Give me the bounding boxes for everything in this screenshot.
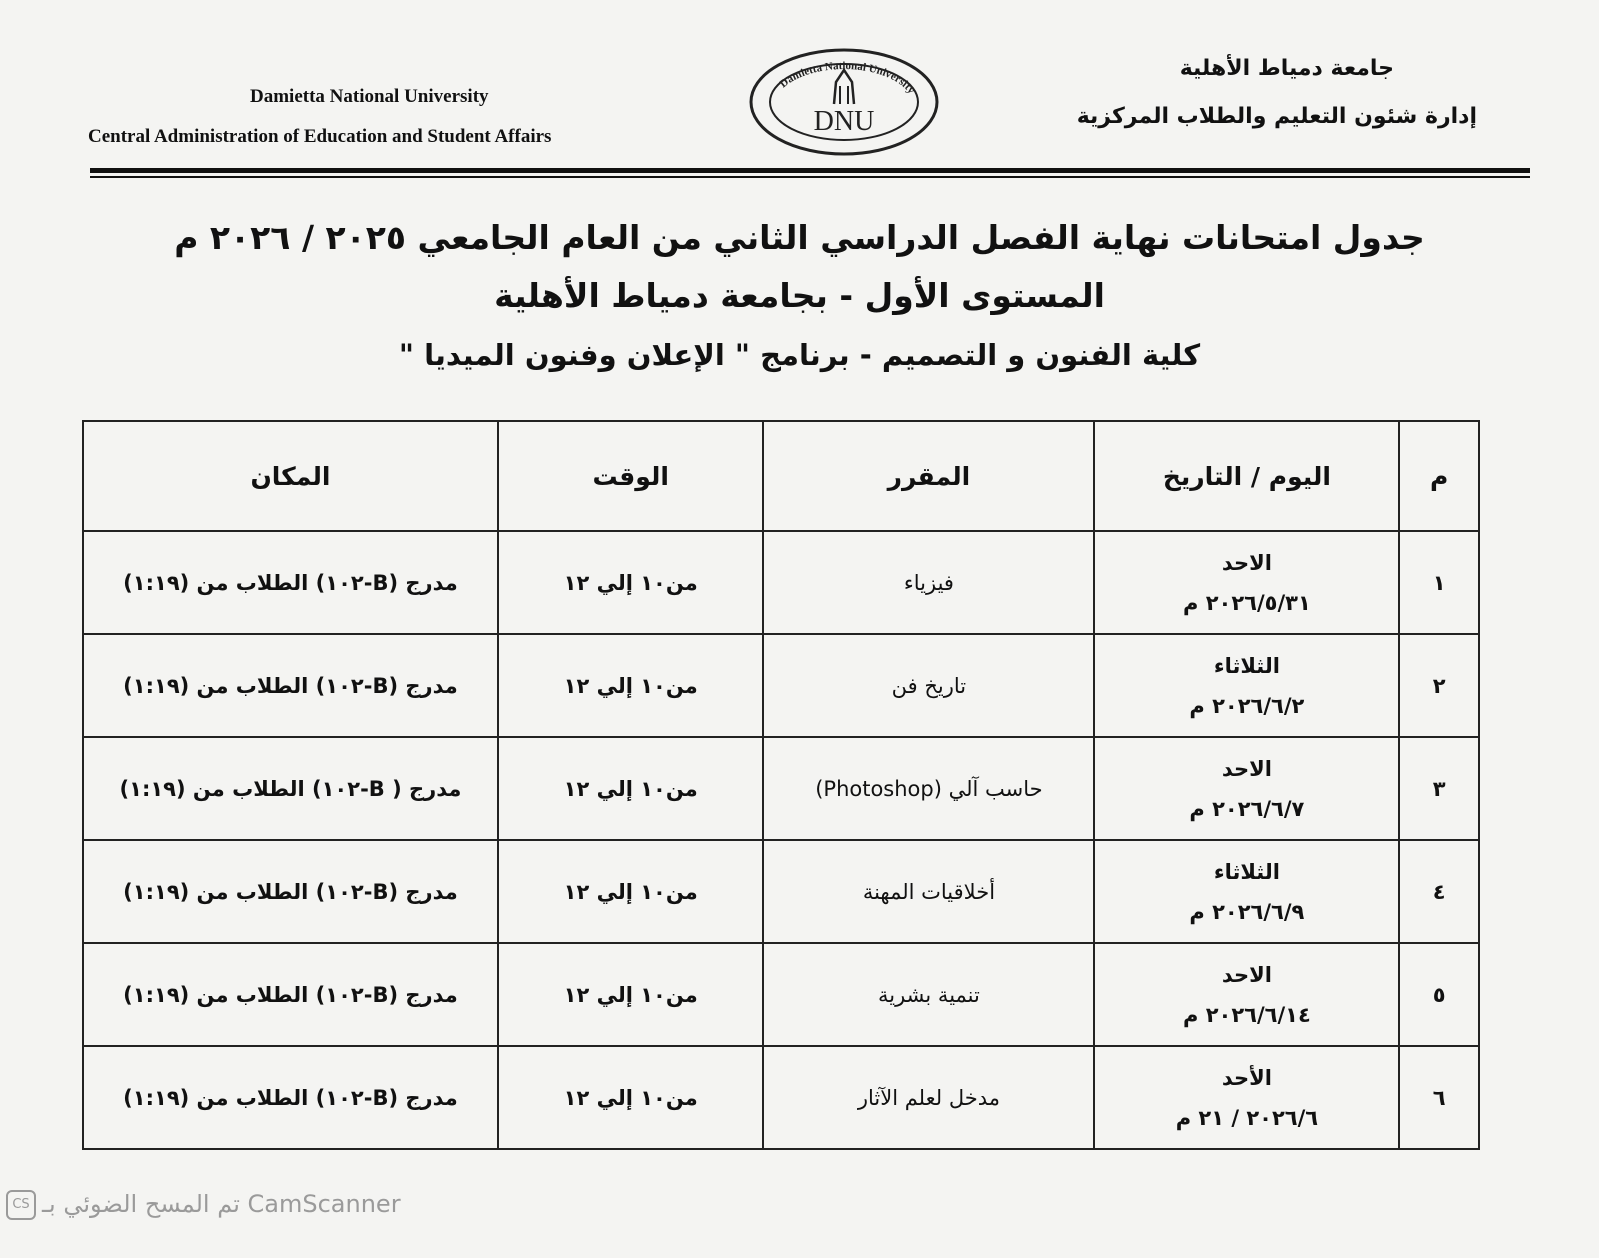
row-course: أخلاقيات المهنة [763,840,1094,943]
header-rule-thin [90,176,1530,178]
row-course: حاسب آلي (Photoshop) [763,737,1094,840]
row-day: الثلاثاء [1213,859,1280,884]
row-course: مدخل لعلم الآثار [763,1046,1094,1149]
university-name-ar: جامعة دمياط الأهلية [1179,56,1394,81]
row-time: من١٠ إلي ١٢ [498,840,764,943]
row-place: مدرج (B-١٠٢) الطلاب من (١:١٩) [83,634,498,737]
table-row [83,737,1479,840]
header-date: اليوم / التاريخ [1094,421,1399,531]
header-time: الوقت [498,421,764,531]
logo-ring-text: Damietta National University [777,60,918,97]
administration-name-en: Central Administration of Education and Student Affairs [88,126,552,147]
university-logo [748,46,940,158]
level-title: المستوى الأول - بجامعة دمياط الأهلية [494,276,1105,315]
row-time: من١٠ إلي ١٢ [498,634,764,737]
row-date: ٢٠٢٦/٦ / ٢١ م [1175,1105,1319,1130]
row-date-cell [1094,531,1399,634]
header-num: م [1399,421,1479,531]
table-row [83,943,1479,1046]
table-row [83,531,1479,634]
row-time: من١٠ إلي ١٢ [498,943,764,1046]
row-course: تنمية بشرية [763,943,1094,1046]
row-place: مدرج (B-١٠٢) الطلاب من (١:١٩) [83,531,498,634]
row-time: من١٠ إلي ١٢ [498,531,764,634]
exam-schedule-table [82,420,1480,1150]
row-date: ٢٠٢٦/٦/٧ م [1189,796,1305,821]
header-rule-thick [90,168,1530,173]
row-number: ٤ [1399,840,1479,943]
row-day: الأحد [1221,1065,1272,1090]
row-date-cell [1094,737,1399,840]
row-date: ٢٠٢٦/٥/٣١ م [1183,590,1311,615]
row-time: من١٠ إلي ١٢ [498,1046,764,1149]
row-number: ٦ [1399,1046,1479,1149]
table-row [83,1046,1479,1149]
row-place: مدرج ( B-١٠٢) الطلاب من (١:١٩) [83,737,498,840]
camscanner-icon: CS [6,1190,36,1220]
row-number: ٣ [1399,737,1479,840]
camscanner-text: تم المسح الضوئي بـ CamScanner [42,1190,401,1218]
row-date: ٢٠٢٦/٦/٩ م [1189,899,1305,924]
table-row [83,840,1479,943]
row-course: تاريخ فن [763,634,1094,737]
university-name-en: Damietta National University [250,86,489,107]
row-date: ٢٠٢٦/٦/٢ م [1189,693,1305,718]
row-day: الاحد [1221,962,1272,987]
row-date-cell [1094,1046,1399,1149]
row-date: ٢٠٢٦/٦/١٤ م [1183,1002,1311,1027]
administration-name-ar: إدارة شئون التعليم والطلاب المركزية [1076,104,1477,129]
row-date-cell [1094,634,1399,737]
row-course: فيزياء [763,531,1094,634]
row-day: الاحد [1221,550,1272,575]
camscanner-watermark [6,1190,401,1220]
row-time: من١٠ إلي ١٢ [498,737,764,840]
row-date-cell [1094,840,1399,943]
table-row [83,634,1479,737]
row-number: ١ [1399,531,1479,634]
table-header-row [83,421,1479,531]
row-day: الثلاثاء [1213,653,1280,678]
row-number: ٢ [1399,634,1479,737]
program-title: كلية الفنون و التصميم - برنامج " الإعلان وفنون الميديا " [398,338,1201,372]
row-number: ٥ [1399,943,1479,1046]
logo-letters: DNU [813,106,875,137]
schedule-title: جدول امتحانات نهاية الفصل الدراسي الثاني من العام الجامعي ٢٠٢٥ / ٢٠٢٦ م [174,218,1425,257]
row-place: مدرج (B-١٠٢) الطلاب من (١:١٩) [83,1046,498,1149]
row-place: مدرج (B-١٠٢) الطلاب من (١:١٩) [83,943,498,1046]
row-day: الاحد [1221,756,1272,781]
row-date-cell [1094,943,1399,1046]
header-place: المكان [83,421,498,531]
row-place: مدرج (B-١٠٢) الطلاب من (١:١٩) [83,840,498,943]
header-course: المقرر [763,421,1094,531]
